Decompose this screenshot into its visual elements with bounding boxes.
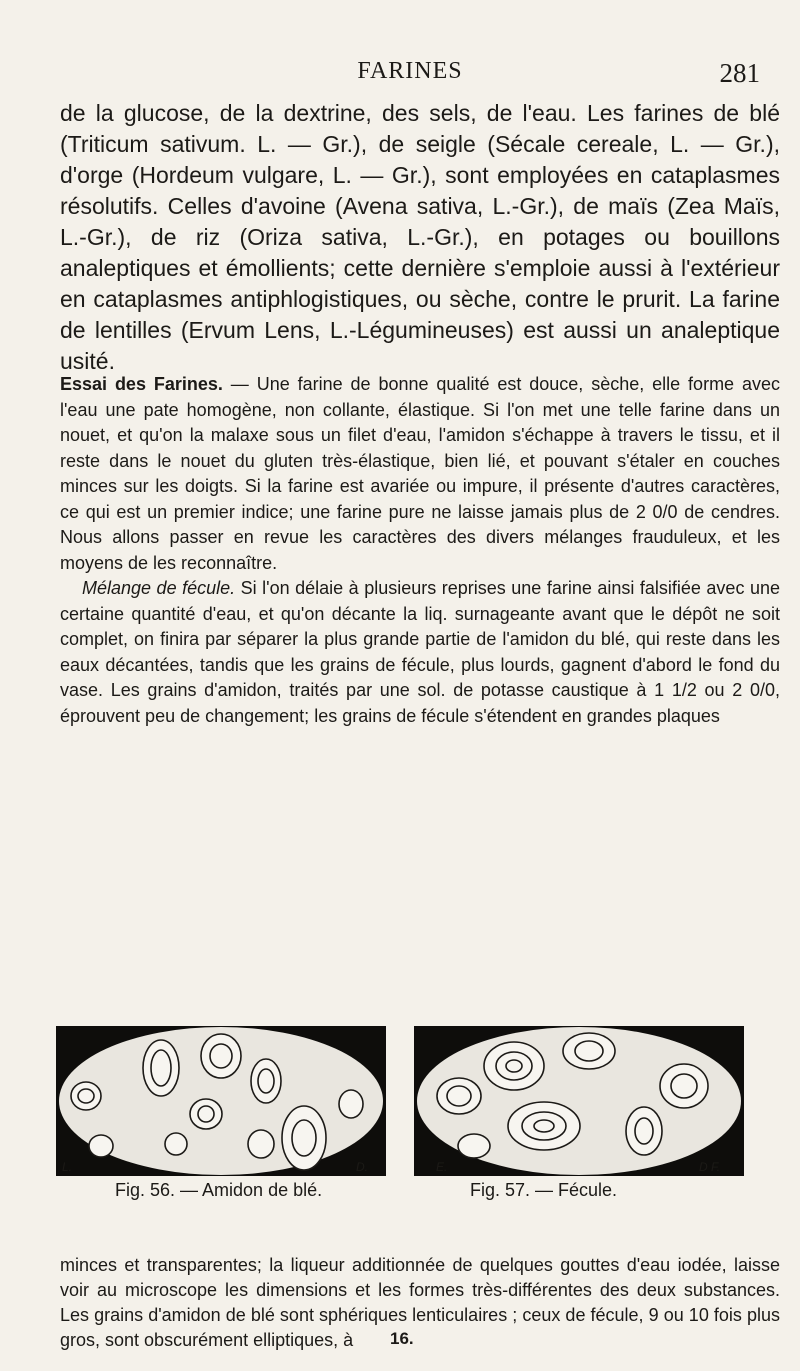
melange-paragraph xyxy=(60,576,780,729)
essai-section xyxy=(60,372,780,729)
figure-56-micrograph xyxy=(56,1026,386,1176)
potato-starch-illustration xyxy=(414,1026,744,1176)
intro-paragraph xyxy=(60,98,780,377)
figure-56-caption: Fig. 56. — Amidon de blé. xyxy=(115,1180,323,1200)
figure-57-label-right: D F. xyxy=(699,1160,721,1174)
melange-text: Si l'on délaie à plusieurs reprises une farine ainsi falsifiée avec une certaine quantité d'eau, et qu'on décante la liq. surnageante avant que le dépôt ne soit complet, on finira par séparer la plus grande partie de l'amidon du blé, qui reste dans les eaux décantées, tandis que les grains de fécule, plus lourds, gagnent d'abord le fond du vase. Les grains d'amidon, traités par une sol. de potasse caustique à 1 1/2 ou 2 0/0, éprouvent peu de changement; les grains de fécule s'étendent en grandes plaques xyxy=(60,578,780,726)
figure-56-label-left: L. xyxy=(62,1160,73,1174)
closing-paragraph xyxy=(60,1235,780,1371)
closing-text: minces et transparentes; la liqueur additionnée de quelques gouttes d'eau iodée, laisse voir au microscope les dimensions et les formes très-différentes des deux substances. Les grains d'amidon de blé sont sphériques lenticulaires ; ceux de fécule, 9 ou 10 fois plus gros, sont obscurément elliptiques, à xyxy=(60,1255,780,1350)
running-header xyxy=(60,58,760,94)
intro-text: de la glucose, de la dextrine, des sels, de l'eau. Les farines de blé (Triticum sativum. L. — Gr.), de seigle (Sécale cereale, L. — Gr.), d'orge (Hordeum vulgare, L. — Gr.), sont employées en cataplasmes résolutifs. Celles d'avoine (Avena sativa, L.-Gr.), de maïs (Zea Maïs, L.-Gr.), de riz (Oriza sativa, L.-Gr.), en potages ou bouillons analeptiques et émollients; cette dernière s'emploie aussi à l'extérieur en cataplasmes antiphlogistiques, ou sèche, contre le prurit. La farine de lentilles (Ervum Lens, L.-Légumineuses) est aussi un analeptique usité. xyxy=(60,100,780,374)
figure-57-caption: Fig. 57. — Fécule. xyxy=(470,1180,618,1200)
page-number: 281 xyxy=(719,58,760,88)
essai-text: — Une farine de bonne qualité est douce, sèche, elle forme avec l'eau une pate homogène, non collante, élastique. Si l'on met une telle farine dans un nouet, et qu'on la malaxe sous un filet d'eau, l'amidon s'échappe à travers le tissu, et il reste dans le nouet du gluten très-élastique, bien lié, et pouvant s'étaler en couches minces sur les doigts. Si la farine est avariée ou impure, il présente d'autres caractères, ce qui est un premier indice; une farine pure ne laisse jamais plus de 2 0/0 de cendres. Nous allons passer en revue les caractères des divers mélanges frauduleux, et les moyens de les reconnaître. xyxy=(60,374,780,573)
essai-paragraph xyxy=(60,372,780,576)
starch-grains-illustration xyxy=(56,1026,386,1176)
running-title: FARINES xyxy=(357,58,463,84)
essai-heading: Essai des Farines. xyxy=(60,374,223,394)
signature-mark: 16. xyxy=(390,1329,414,1348)
figure-57-label-left: E. xyxy=(436,1160,448,1174)
figure-57-micrograph xyxy=(414,1026,744,1176)
figure-56-label-right: D. xyxy=(356,1160,368,1174)
figures-row xyxy=(50,1026,750,1176)
melange-heading: Mélange de fécule. xyxy=(82,578,236,598)
